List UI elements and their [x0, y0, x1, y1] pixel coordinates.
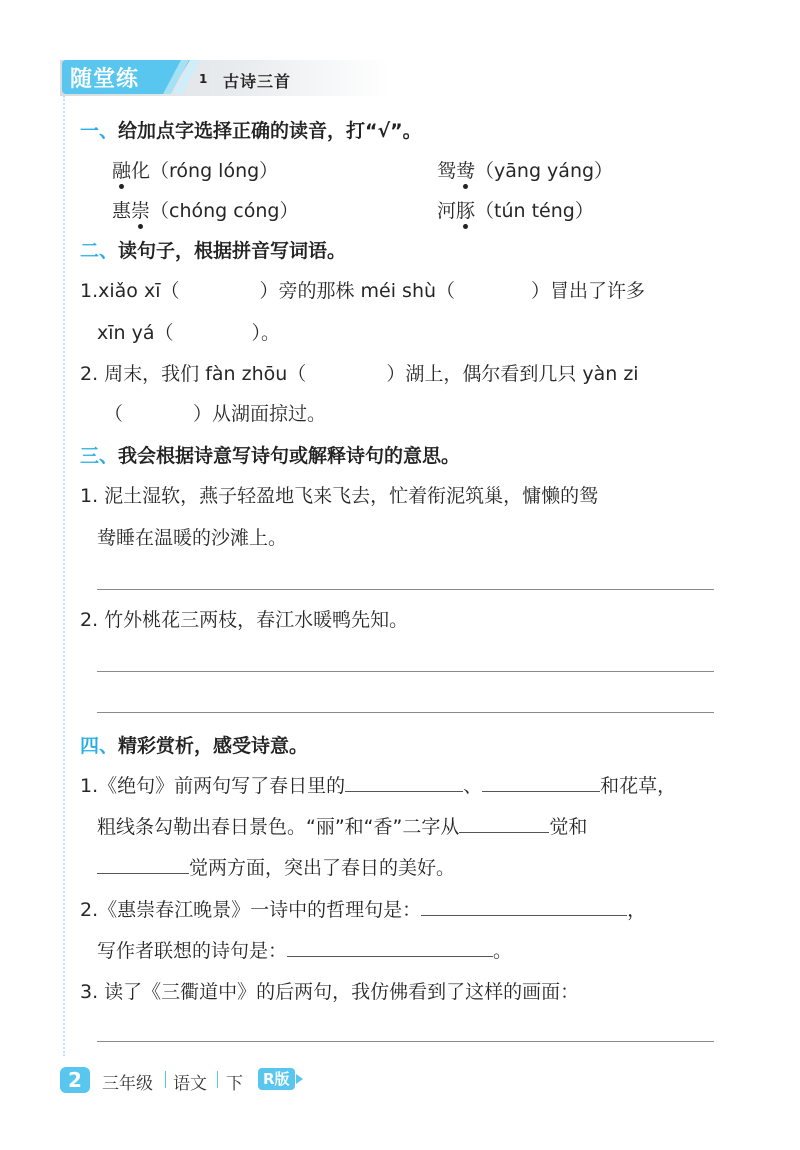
question-3-2: 2. 竹外桃花三两枝，春江水暖鸭先知。 — [80, 609, 409, 631]
answer-blank[interactable] — [482, 790, 600, 792]
answer-blank[interactable] — [97, 872, 189, 874]
section-3-heading — [80, 441, 460, 468]
footer-subject: 语文 — [173, 1074, 207, 1094]
answer-line[interactable] — [97, 712, 714, 713]
pinyin-choice-item: 鸳鸯（yāng yáng） — [437, 156, 613, 183]
lesson-number: 1 — [199, 72, 208, 86]
question-2-2-line-1: 2. 周末，我们 fàn zhōu（ ）湖上，偶尔看到几只 yàn zi — [80, 363, 639, 385]
answer-line[interactable] — [97, 589, 714, 590]
question-4-1-line-1: 1.《绝句》前两句写了春日里的 、 和花草， — [80, 775, 677, 797]
section-4-title: 精彩赏析，感受诗意。 — [118, 735, 309, 757]
section-3-title: 我会根据诗意写诗句或解释诗句的意思。 — [118, 445, 461, 467]
page-number-badge: 2 — [60, 1067, 90, 1093]
footer-volume: 下 — [226, 1074, 243, 1094]
answer-line[interactable] — [97, 671, 714, 672]
question-4-3: 3. 读了《三衢道中》的后两句，我仿佛看到了这样的画面： — [80, 981, 580, 1003]
answer-blank[interactable] — [345, 790, 463, 792]
lesson-title: 古诗三首 — [223, 72, 292, 91]
question-3-1-line-1: 1. 泥土湿软，燕子轻盈地飞来飞去，忙着衔泥筑巢，慵懒的鸳 — [80, 485, 599, 507]
footer-grade: 三年级 — [102, 1074, 153, 1094]
question-3-1-line-2: 鸯睡在温暖的沙滩上。 — [97, 527, 288, 549]
section-3-number: 三、 — [80, 445, 119, 467]
edition-arrow-icon — [296, 1074, 303, 1084]
question-2-1-line-1: 1.xiǎo xī（ ）旁的那株 méi shù（ ）冒出了许多 — [80, 280, 646, 302]
question-2-1-line-2: xīn yá（ ）。 — [97, 322, 281, 344]
question-4-1-line-2: 粗线条勾勒出春日景色。“丽”和“香”二字从 觉和 — [97, 816, 588, 838]
pinyin-choice-item: 惠崇（chóng cóng） — [112, 196, 298, 223]
answer-blank[interactable] — [421, 914, 627, 916]
section-4-number: 四、 — [80, 735, 119, 757]
section-1-number: 一、 — [80, 120, 119, 142]
header-tag-text: 随堂练 — [70, 67, 140, 92]
footer-separator — [217, 1071, 218, 1088]
section-2-heading — [80, 236, 346, 263]
question-4-2-line-2: 写作者联想的诗句是： 。 — [97, 940, 513, 962]
dotted-character: 豚 — [456, 196, 475, 223]
question-4-2-line-1: 2.《惠崇春江晚景》一诗中的哲理句是： ， — [80, 899, 647, 921]
section-2-title: 读句子，根据拼音写词语。 — [118, 240, 347, 262]
dotted-character: 鸯 — [456, 156, 475, 183]
pinyin-choice-item: 融化（róng lóng） — [112, 156, 278, 183]
question-2-2-line-2: （ ）从湖面掠过。 — [104, 403, 327, 425]
section-1-heading — [80, 116, 422, 143]
section-2-number: 二、 — [80, 240, 119, 262]
question-4-1-line-3: 觉两方面，突出了春日的美好。 — [97, 853, 455, 880]
footer-edition-badge: R版 — [258, 1068, 295, 1090]
dotted-character: 崇 — [131, 196, 150, 223]
margin-dotted-line — [63, 96, 65, 1056]
pinyin-choice-item: 河豚（tún téng） — [437, 196, 594, 223]
dotted-character: 融 — [112, 156, 131, 183]
section-4-heading — [80, 731, 308, 758]
footer-separator — [165, 1071, 166, 1088]
section-1-title: 给加点字选择正确的读音，打“√”。 — [118, 120, 422, 142]
answer-blank[interactable] — [459, 831, 549, 833]
answer-line[interactable] — [97, 1041, 714, 1042]
answer-blank[interactable] — [287, 955, 493, 957]
